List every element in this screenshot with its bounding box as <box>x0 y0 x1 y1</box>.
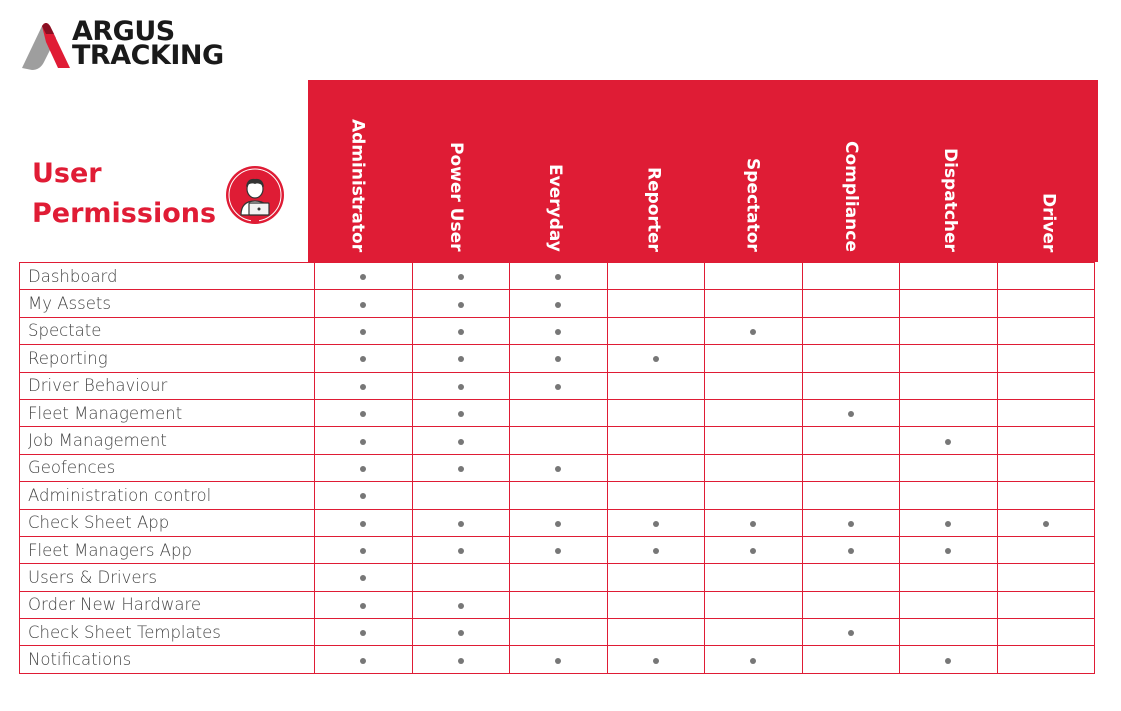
permission-cell <box>705 427 803 454</box>
permission-cell <box>705 317 803 344</box>
permission-cell <box>802 399 900 426</box>
permission-cell <box>607 536 705 563</box>
permission-cell <box>997 345 1095 372</box>
permission-cell <box>705 345 803 372</box>
permission-cell <box>315 509 413 536</box>
permission-cell <box>802 591 900 618</box>
permission-dot-icon <box>653 521 659 527</box>
permission-cell <box>997 317 1095 344</box>
permission-cell <box>607 427 705 454</box>
row-label: Driver Behaviour <box>20 372 315 399</box>
permission-dot-icon <box>360 356 366 362</box>
column-header <box>308 80 407 262</box>
permission-dot-icon <box>360 411 366 417</box>
table-row <box>20 372 1095 399</box>
permission-cell <box>607 482 705 509</box>
permission-dot-icon <box>848 630 854 636</box>
permission-cell <box>900 646 998 673</box>
permission-cell <box>802 372 900 399</box>
column-header-label: Administrator <box>347 118 368 252</box>
permission-cell <box>900 536 998 563</box>
permission-dot-icon <box>653 658 659 664</box>
permission-cell <box>315 646 413 673</box>
permission-cell <box>412 619 510 646</box>
permission-cell <box>510 372 608 399</box>
table-row <box>20 482 1095 509</box>
permission-cell <box>802 509 900 536</box>
permission-dot-icon <box>555 548 561 554</box>
permission-dot-icon <box>750 329 756 335</box>
permission-dot-icon <box>360 575 366 581</box>
permission-dot-icon <box>848 548 854 554</box>
permission-cell <box>412 509 510 536</box>
row-label: Order New Hardware <box>20 591 315 618</box>
permission-cell <box>705 646 803 673</box>
permission-cell <box>900 263 998 290</box>
permission-cell <box>802 427 900 454</box>
permission-cell <box>997 454 1095 481</box>
row-label: Fleet Management <box>20 399 315 426</box>
row-label: Notifications <box>20 646 315 673</box>
permission-cell <box>900 345 998 372</box>
permission-cell <box>315 454 413 481</box>
permission-dot-icon <box>458 302 464 308</box>
permission-dot-icon <box>458 521 464 527</box>
permission-cell <box>802 646 900 673</box>
permission-dot-icon <box>360 603 366 609</box>
permission-dot-icon <box>360 274 366 280</box>
permission-cell <box>997 646 1095 673</box>
permission-cell <box>607 619 705 646</box>
column-header <box>901 80 1000 262</box>
permission-dot-icon <box>848 411 854 417</box>
permission-cell <box>997 372 1095 399</box>
permission-cell <box>412 399 510 426</box>
permission-cell <box>607 454 705 481</box>
permission-cell <box>997 564 1095 591</box>
column-header <box>999 80 1098 262</box>
permission-cell <box>510 399 608 426</box>
column-header-label: Reporter <box>643 167 664 252</box>
permission-dot-icon <box>458 548 464 554</box>
permission-dot-icon <box>458 274 464 280</box>
permission-cell <box>510 290 608 317</box>
permission-cell <box>412 290 510 317</box>
permission-cell <box>412 427 510 454</box>
logo-text-line2: TRACKING <box>72 40 224 71</box>
permission-cell <box>607 263 705 290</box>
permission-cell <box>510 317 608 344</box>
permission-cell <box>705 454 803 481</box>
permission-cell <box>315 345 413 372</box>
permission-cell <box>705 482 803 509</box>
permission-cell <box>802 619 900 646</box>
permission-cell <box>900 454 998 481</box>
table-row <box>20 536 1095 563</box>
permission-cell <box>900 619 998 646</box>
table-row <box>20 290 1095 317</box>
argus-logo-mark-icon <box>20 18 78 72</box>
permission-cell <box>900 399 998 426</box>
column-header-label: Dispatcher <box>939 148 960 252</box>
permission-cell <box>802 290 900 317</box>
permission-cell <box>510 482 608 509</box>
permission-cell <box>510 345 608 372</box>
column-header-label: Spectator <box>742 158 763 252</box>
column-header-label: Compliance <box>841 141 862 252</box>
permission-cell <box>900 290 998 317</box>
table-row <box>20 591 1095 618</box>
permission-cell <box>997 482 1095 509</box>
permission-cell <box>315 317 413 344</box>
permission-cell <box>802 454 900 481</box>
permission-dot-icon <box>458 411 464 417</box>
row-label: Dashboard <box>20 263 315 290</box>
permission-dot-icon <box>360 466 366 472</box>
permission-dot-icon <box>555 329 561 335</box>
permission-cell <box>997 427 1095 454</box>
permission-cell <box>315 399 413 426</box>
permission-cell <box>315 536 413 563</box>
permission-dot-icon <box>945 658 951 664</box>
permission-cell <box>705 263 803 290</box>
permission-cell <box>607 399 705 426</box>
permission-dot-icon <box>458 356 464 362</box>
permission-dot-icon <box>360 384 366 390</box>
table-row <box>20 427 1095 454</box>
permission-dot-icon <box>555 274 561 280</box>
permission-cell <box>607 372 705 399</box>
permission-cell <box>997 509 1095 536</box>
page-title <box>32 154 216 234</box>
column-header <box>407 80 506 262</box>
permission-cell <box>802 482 900 509</box>
column-header-label: Everyday <box>544 164 565 252</box>
permission-cell <box>315 619 413 646</box>
permission-dot-icon <box>360 548 366 554</box>
permission-cell <box>510 619 608 646</box>
permission-dot-icon <box>750 548 756 554</box>
permission-cell <box>802 564 900 591</box>
table-row <box>20 509 1095 536</box>
permission-dot-icon <box>945 521 951 527</box>
permission-cell <box>315 564 413 591</box>
column-header-label: Power User <box>446 142 467 252</box>
permission-cell <box>705 619 803 646</box>
permission-dot-icon <box>360 630 366 636</box>
permission-dot-icon <box>848 521 854 527</box>
row-label: Fleet Managers App <box>20 536 315 563</box>
permission-cell <box>607 646 705 673</box>
column-header <box>604 80 703 262</box>
permission-dot-icon <box>555 658 561 664</box>
permission-dot-icon <box>555 302 561 308</box>
row-label: Job Management <box>20 427 315 454</box>
permission-dot-icon <box>360 521 366 527</box>
permission-cell <box>607 290 705 317</box>
permission-cell <box>705 290 803 317</box>
permission-cell <box>802 317 900 344</box>
permission-cell <box>510 454 608 481</box>
permission-dot-icon <box>653 356 659 362</box>
permission-dot-icon <box>750 521 756 527</box>
permission-cell <box>510 427 608 454</box>
permission-cell <box>607 591 705 618</box>
permission-dot-icon <box>360 493 366 499</box>
permission-cell <box>997 290 1095 317</box>
permission-dot-icon <box>458 384 464 390</box>
permission-cell <box>412 317 510 344</box>
table-row <box>20 619 1095 646</box>
permission-cell <box>412 345 510 372</box>
column-header <box>703 80 802 262</box>
permission-cell <box>315 591 413 618</box>
permission-cell <box>412 482 510 509</box>
column-header <box>506 80 605 262</box>
permission-cell <box>510 564 608 591</box>
permission-cell <box>997 536 1095 563</box>
permission-dot-icon <box>360 439 366 445</box>
table-row <box>20 317 1095 344</box>
permission-cell <box>607 345 705 372</box>
permission-cell <box>412 591 510 618</box>
permission-dot-icon <box>458 630 464 636</box>
permission-cell <box>315 290 413 317</box>
permission-dot-icon <box>555 356 561 362</box>
permission-cell <box>802 345 900 372</box>
permission-cell <box>900 564 998 591</box>
table-row <box>20 345 1095 372</box>
permission-cell <box>412 646 510 673</box>
permission-cell <box>412 263 510 290</box>
permission-dot-icon <box>360 329 366 335</box>
permission-dot-icon <box>458 603 464 609</box>
row-label: Spectate <box>20 317 315 344</box>
permission-dot-icon <box>1043 521 1049 527</box>
permission-dot-icon <box>653 548 659 554</box>
logo-text-line1: ARGUS <box>72 16 175 47</box>
permission-dot-icon <box>555 466 561 472</box>
permission-cell <box>997 591 1095 618</box>
column-header <box>802 80 901 262</box>
row-label: Reporting <box>20 345 315 372</box>
permission-cell <box>315 263 413 290</box>
permission-cell <box>705 536 803 563</box>
permission-dot-icon <box>945 439 951 445</box>
permission-cell <box>510 263 608 290</box>
permission-cell <box>607 317 705 344</box>
permission-dot-icon <box>458 466 464 472</box>
permission-cell <box>315 482 413 509</box>
table-row <box>20 263 1095 290</box>
title-line1: User <box>32 158 102 189</box>
row-label: Administration control <box>20 482 315 509</box>
permission-dot-icon <box>458 329 464 335</box>
permission-cell <box>607 509 705 536</box>
row-label: Check Sheet App <box>20 509 315 536</box>
permission-cell <box>997 263 1095 290</box>
permission-cell <box>412 536 510 563</box>
table-row <box>20 646 1095 673</box>
table-row <box>20 564 1095 591</box>
permission-cell <box>802 536 900 563</box>
row-label: Geofences <box>20 454 315 481</box>
row-label: Check Sheet Templates <box>20 619 315 646</box>
permission-cell <box>412 564 510 591</box>
permission-cell <box>802 263 900 290</box>
title-line2: Permissions <box>32 198 217 229</box>
permission-dot-icon <box>360 302 366 308</box>
permission-dot-icon <box>555 521 561 527</box>
permission-cell <box>412 372 510 399</box>
permission-cell <box>900 482 998 509</box>
table-row <box>20 454 1095 481</box>
permission-cell <box>510 536 608 563</box>
permission-cell <box>900 372 998 399</box>
permission-cell <box>900 509 998 536</box>
permission-dot-icon <box>750 658 756 664</box>
user-with-laptop-icon <box>225 165 285 225</box>
table-row <box>20 399 1095 426</box>
permission-cell <box>900 591 998 618</box>
permission-cell <box>510 509 608 536</box>
argus-tracking-logo <box>20 16 224 72</box>
permission-cell <box>510 646 608 673</box>
permission-cell <box>997 619 1095 646</box>
permission-cell <box>997 399 1095 426</box>
row-label: My Assets <box>20 290 315 317</box>
permission-cell <box>900 317 998 344</box>
permission-cell <box>705 591 803 618</box>
permission-cell <box>705 372 803 399</box>
permission-cell <box>315 372 413 399</box>
permission-dot-icon <box>555 384 561 390</box>
row-label: Users & Drivers <box>20 564 315 591</box>
permission-cell <box>705 399 803 426</box>
permission-dot-icon <box>458 439 464 445</box>
permissions-table <box>19 262 1095 674</box>
permission-cell <box>705 509 803 536</box>
permission-cell <box>607 564 705 591</box>
permission-cell <box>510 591 608 618</box>
permission-dot-icon <box>945 548 951 554</box>
permission-cell <box>705 564 803 591</box>
permission-cell <box>412 454 510 481</box>
permission-dot-icon <box>458 658 464 664</box>
permission-cell <box>900 427 998 454</box>
column-header-label: Driver <box>1038 192 1059 252</box>
permission-dot-icon <box>360 658 366 664</box>
permission-cell <box>315 427 413 454</box>
